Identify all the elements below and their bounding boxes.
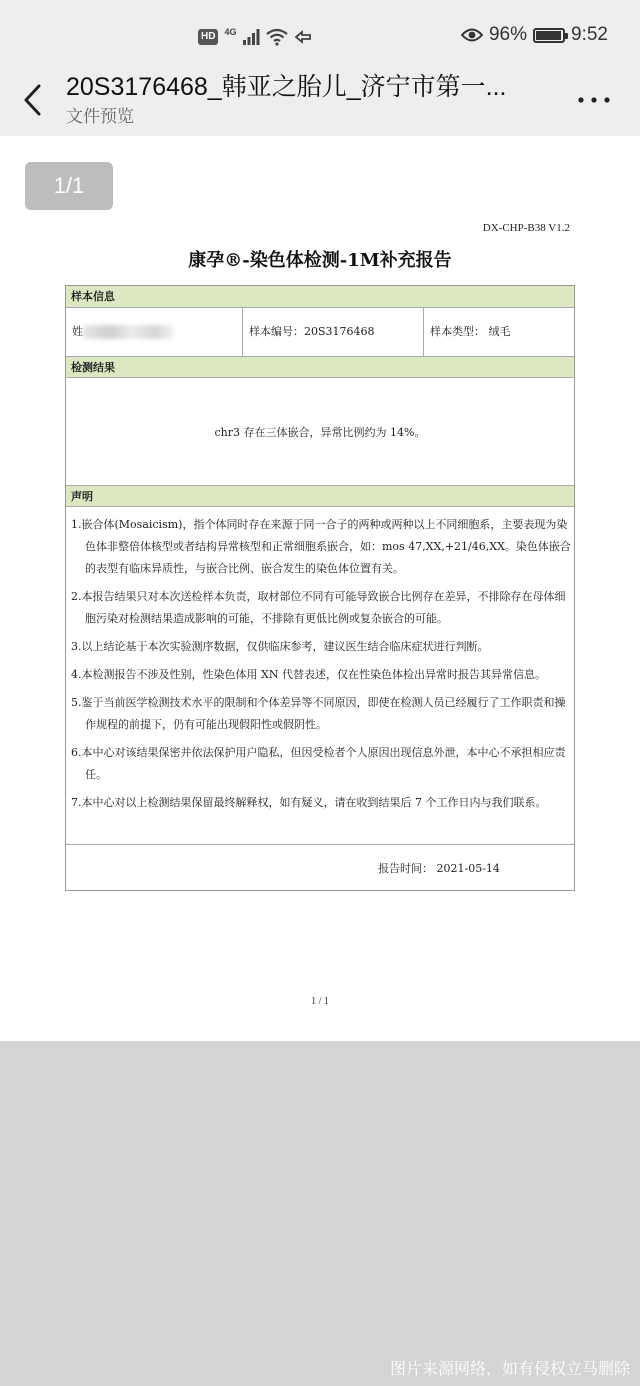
page-footer: 1 / 1 [311,996,329,1007]
section-header-results: 检测结果 [66,356,574,378]
network-type: 4G [224,27,237,37]
battery-icon [533,28,565,43]
status-left-icons [198,26,314,48]
report-time: 报告时间： 2021-05-14 [378,862,500,875]
statement-item: 3.以上结论基于本次实验测序数据，仅供临床参考，建议医生结合临床症状进行判断。 [71,640,489,653]
sample-info-row [66,308,574,356]
hd-icon: HD [198,29,218,45]
signal-icon [242,28,260,46]
document-code: DX-CHP-B38 V1.2 [482,222,570,234]
report-table [65,285,575,891]
statement-item: 6.本中心对该结果保密并依法保护用户隐私，但因受检者个人原因出现信息外泄，本中心不承担相应责任。 [71,746,566,781]
back-arrow-icon[interactable] [18,80,48,120]
watermark: 图片来源网络，如有侵权立马删除 [389,1361,630,1378]
report-time-row [66,844,574,892]
result-text: chr3 存在三体嵌合，异常比例约为 14%。 [214,426,426,439]
section-header-sample-info: 样本信息 [66,286,574,308]
eye-icon [461,27,483,43]
status-bar [0,0,640,72]
wifi-icon [266,28,288,46]
statement-item: 1.嵌合体(Mosaicism)，指个体同时存在来源于同一合子的两种或两种以上不同细胞系，主要表现为染色体非整倍体核型或者结构异常核型和正常细胞系嵌合，如：mos 47,XX,+21/46,XX。染色体嵌合的表型有临床异质性，与嵌合比例、嵌合发生的染色体位置有关。 [71,518,571,575]
section-header-statement: 声明 [66,485,574,507]
app-bar [0,72,640,136]
status-right [461,24,608,46]
statement-item: 2.本报告结果只对本次送检样本负责，取材部位不同有可能导致嵌合比例存在差异，不排除存在母体细胞污染对检测结果造成影响的可能，不排除有更低比例或复杂嵌合的可能。 [71,590,566,625]
clock: 9:52 [571,24,608,45]
page-indicator: 1/1 [25,162,113,210]
sample-type: 样本类型： 绒毛 [423,308,574,356]
file-subtitle: 文件预览 [66,107,134,126]
sample-name-cell [66,308,242,356]
more-options-icon[interactable] [576,94,612,106]
statement-item: 4.本检测报告不涉及性别，性染色体用 XN 代替表述，仅在性染色体检出异常时报告其异常信息。 [71,668,546,681]
battery-percent: 96% [488,24,528,45]
statement-item: 5.鉴于当前医学检测技术水平的限制和个体差异等不同原因，即使在检测人员已经履行了工作职责和操作规程的前提下，仍有可能出现假阳性或假阴性。 [71,696,566,731]
statement-item: 7.本中心对以上检测结果保留最终解释权，如有疑义，请在收到结果后 7 个工作日内与我们联系。 [71,796,547,809]
file-title: 20S3176468_韩亚之胎儿_济宁市第一... [66,73,507,101]
redacted-name [83,325,173,339]
document-title: 康孕®-染色体检测-1M补充报告 [188,250,452,271]
hotspot-icon [294,28,314,46]
statement-list [71,514,571,820]
sample-name-prefix: 姓 [72,325,83,338]
sample-number: 样本编号：20S3176468 [242,308,423,356]
